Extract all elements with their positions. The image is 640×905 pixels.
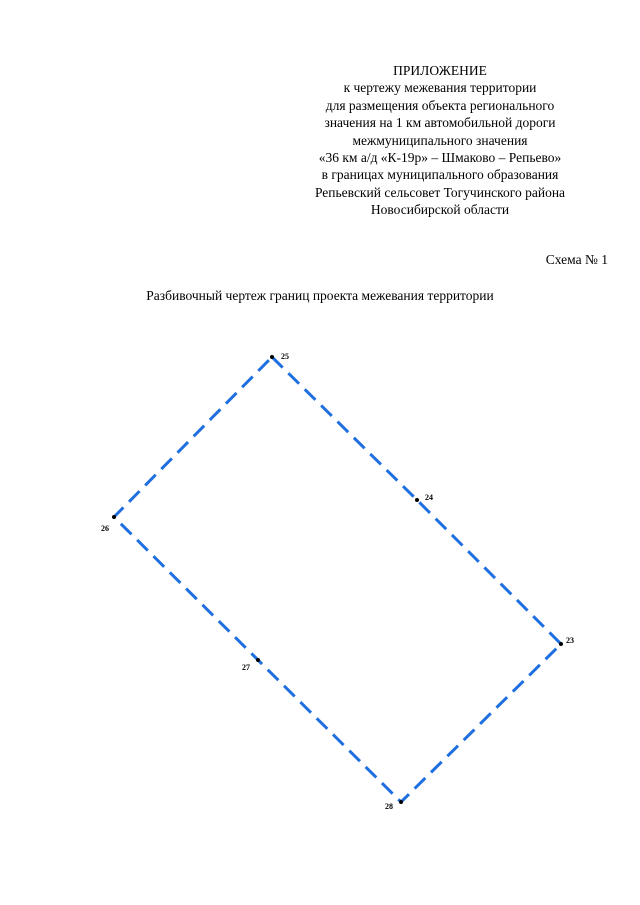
header-line-7: в границах муниципального образования bbox=[321, 167, 559, 183]
point-27 bbox=[242, 658, 260, 672]
point-24 bbox=[415, 493, 433, 502]
point-25-marker bbox=[270, 355, 274, 359]
scheme-number: Схема № 1 bbox=[545, 252, 608, 267]
point-26-marker bbox=[112, 515, 116, 519]
header-line-5: межмуниципального значения bbox=[352, 132, 528, 148]
header-line-2: к чертежу межевания территории bbox=[343, 80, 537, 96]
header-line-6: «36 км а/д «К-19р» – Шмаково – Репьево» bbox=[318, 150, 562, 166]
point-27-label: 27 bbox=[242, 663, 250, 672]
point-28-label: 28 bbox=[385, 802, 393, 811]
drawing-title: Разбивочный чертеж границ проекта межевания территории bbox=[146, 288, 494, 303]
point-28-marker bbox=[399, 800, 403, 804]
point-24-label: 24 bbox=[425, 493, 433, 502]
boundary-polygon bbox=[114, 357, 561, 802]
point-25-label: 25 bbox=[281, 352, 289, 361]
point-23-marker bbox=[559, 642, 563, 646]
point-23-label: 23 bbox=[566, 636, 574, 645]
point-23 bbox=[559, 636, 574, 646]
point-26 bbox=[101, 515, 116, 533]
header-line-8: Репьевский сельсовет Тогучинского района bbox=[314, 184, 566, 200]
point-24-marker bbox=[415, 498, 419, 502]
header-line-1: ПРИЛОЖЕНИЕ bbox=[393, 63, 487, 78]
header-line-4: значения на 1 км автомобильной дороги bbox=[324, 115, 556, 131]
header-line-9: Новосибирской области bbox=[370, 202, 510, 218]
point-26-label: 26 bbox=[101, 524, 109, 533]
point-28 bbox=[385, 800, 403, 811]
point-27-marker bbox=[256, 658, 260, 662]
header-line-3: для размещения объекта регионального bbox=[325, 97, 555, 113]
